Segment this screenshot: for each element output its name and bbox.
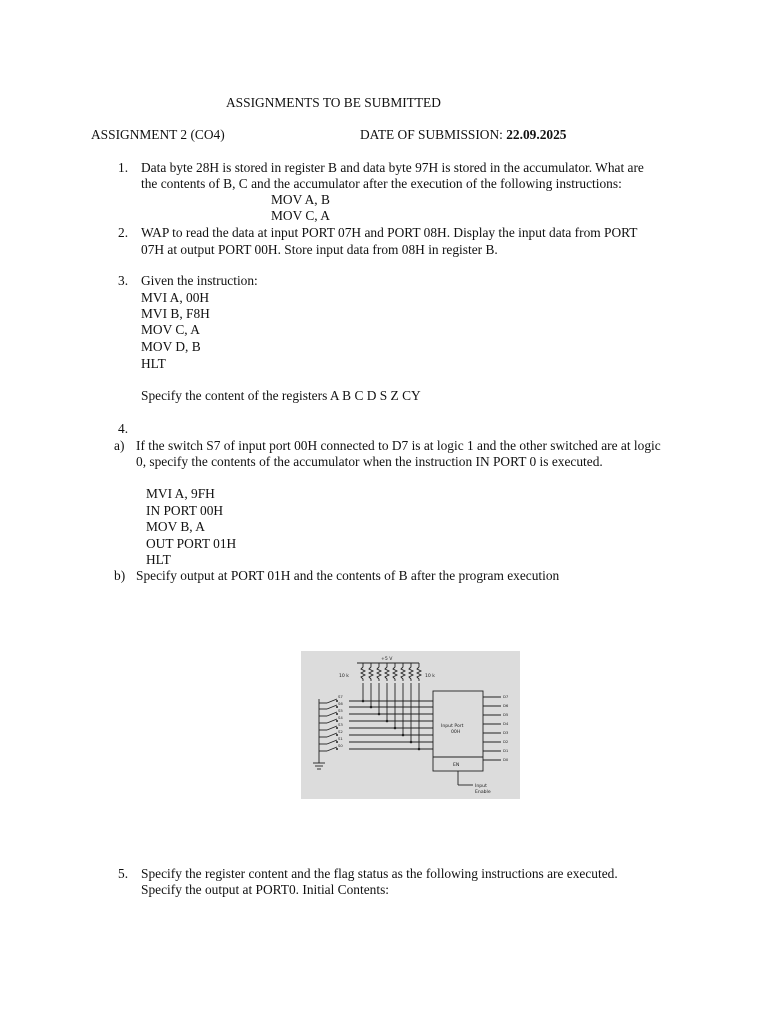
switch-label: S0 [338,743,343,748]
q4-code-line: MOV B, A [146,519,205,534]
output-label: D5 [503,712,509,717]
switch-label: S4 [338,715,343,720]
q3-intro: Given the instruction: [141,273,258,288]
resistor-left-label: 10 k [339,674,349,679]
q5-number: 5. [118,866,129,881]
q2-line1: WAP to read the data at input PORT 07H and PORT 08H. Display the input data from PORT [141,225,638,240]
output-label: D0 [503,757,509,762]
output-label: D4 [503,721,509,726]
q4b-text: Specify output at PORT 01H and the contents of B after the program execution [136,568,560,583]
q3-number: 3. [118,273,129,288]
enable-pin-label: EN [453,763,460,768]
q3-question: Specify the content of the registers A B C D S Z CY [141,388,421,403]
switch-label: S6 [338,701,343,706]
output-label: D1 [503,748,509,753]
q3-code-line: HLT [141,356,166,371]
q5-line2: Specify the output at PORT0. Initial Contents: [141,882,390,897]
q4-number: 4. [118,421,129,436]
output-label: D2 [503,739,509,744]
enable-label-line1: Input [475,784,487,789]
q4-code-line: OUT PORT 01H [146,536,237,551]
submission-date [360,127,566,143]
q2-line2: 07H at output PORT 00H. Store input data from 08H in register B. [141,242,498,257]
q4-code-line: MVI A, 9FH [146,486,215,501]
q1-code-line: MOV A, B [271,192,330,207]
switch-label: S1 [338,736,343,741]
q1-line2: the contents of B, C and the accumulator after the execution of the following instructions: [141,176,622,191]
output-label: D6 [503,703,509,708]
port-label-line1: Input Port [441,724,464,729]
assignment-label: ASSIGNMENT 2 (CO4) [91,127,225,142]
q5-line1: Specify the register content and the flag status as the following instructions are executed. [141,866,618,881]
switch-label: S5 [338,708,343,713]
vcc-label: +5 V [381,657,393,662]
q3-code-line: MOV D, B [141,339,201,354]
q4-code-line: IN PORT 00H [146,503,224,518]
q4a-label: a) [114,438,125,453]
q1-number: 1. [118,160,129,175]
circuit-diagram [301,651,520,799]
q4a-line1: If the switch S7 of input port 00H connected to D7 is at logic 1 and the other switched are at logic [136,438,661,453]
q4b-label: b) [114,568,126,583]
output-label: D3 [503,730,509,735]
q2-number: 2. [118,225,129,240]
date-label: DATE OF SUBMISSION: [360,127,507,142]
resistor-right-label: 10 k [425,674,435,679]
q3-code-line: MVI A, 00H [141,290,210,305]
date-value: 22.09.2025 [506,127,567,142]
q4-code-line: HLT [146,552,171,567]
input-port-circuit-figure [301,651,520,799]
switch-label: S7 [338,694,343,699]
switch-label: S2 [338,729,343,734]
q1-code-line: MOV C, A [271,208,330,223]
q3-code-line: MOV C, A [141,322,200,337]
enable-label-line2: Enable [475,790,491,795]
q4a-line2: 0, specify the contents of the accumulator when the instruction IN PORT 0 is executed. [136,454,603,469]
q3-code-line: MVI B, F8H [141,306,210,321]
port-label-line2: 00H [451,730,461,735]
page-title: ASSIGNMENTS TO BE SUBMITTED [226,95,441,110]
q1-line1: Data byte 28H is stored in register B and data byte 97H is stored in the accumulator. What are [141,160,644,175]
output-label: D7 [503,694,509,699]
switch-label: S3 [338,722,343,727]
